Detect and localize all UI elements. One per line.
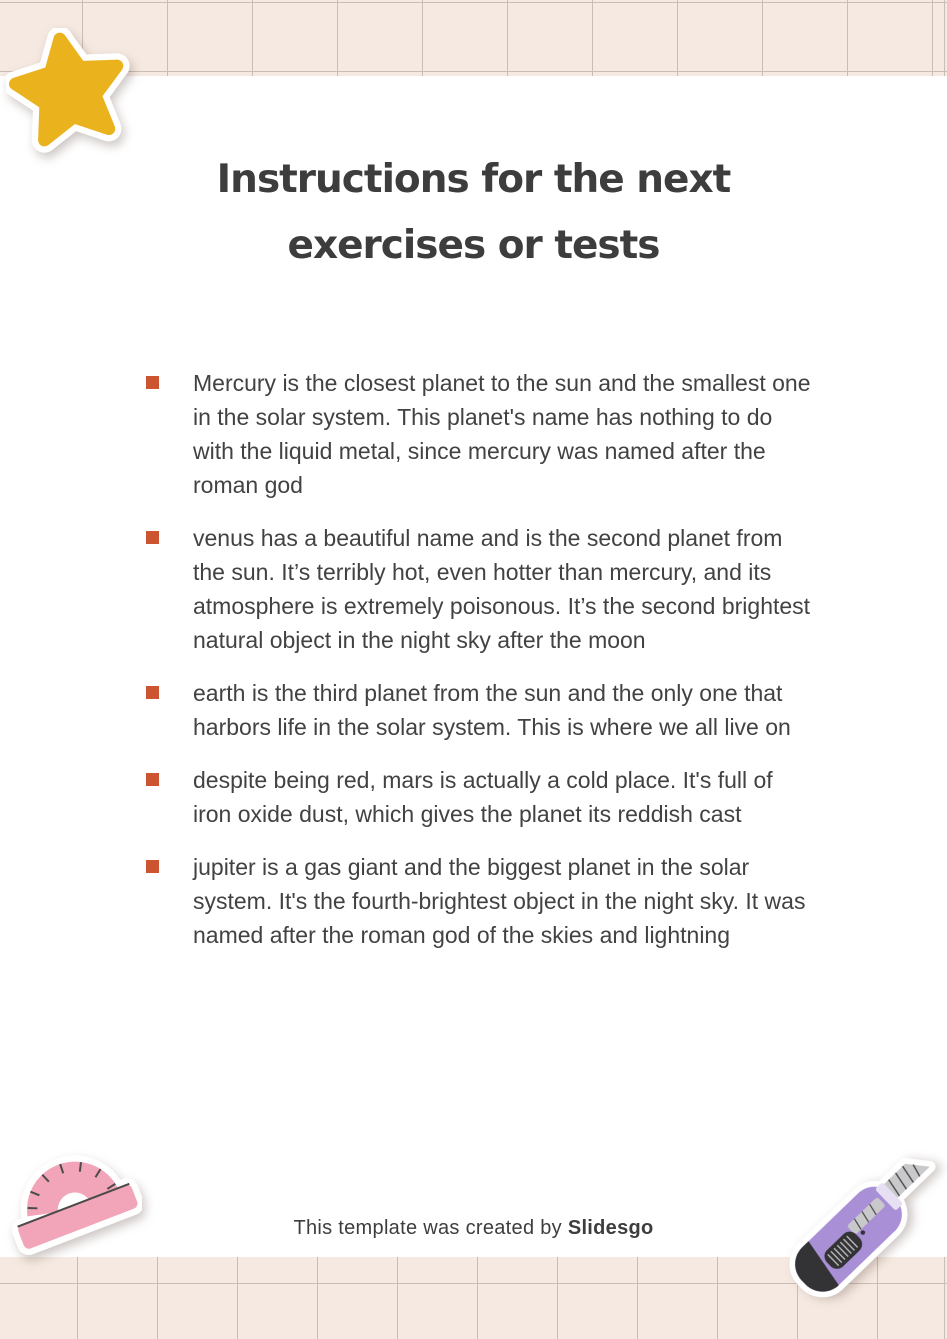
list-item (146, 366, 822, 502)
protractor-sticker-icon (6, 1140, 142, 1256)
list-item-text: jupiter is a gas giant and the biggest planet in the solar system. It's the fourth-brightest object in the night sky. It was named after the roman god of the skies and lightning (193, 854, 806, 948)
list-item (146, 850, 822, 952)
footer-brand: Slidesgo (567, 1217, 654, 1239)
planet-list (146, 366, 822, 971)
list-item (146, 521, 822, 657)
page-title (0, 147, 947, 279)
list-item-text: earth is the third planet from the sun and the only one that harbors life in the solar system. This is where we all live on (193, 680, 791, 740)
top-border-grid (0, 0, 947, 76)
list-item-text: Mercury is the closest planet to the sun and the smallest one in the solar system. This planet's name has nothing to do with the liquid metal, since mercury was named after the roman god (193, 370, 811, 498)
title-line-2: exercises or tests (287, 223, 660, 268)
bullet-square-icon (146, 376, 159, 389)
bullet-square-icon (146, 860, 159, 873)
bullet-square-icon (146, 531, 159, 544)
footer-text: This template was created by (293, 1217, 568, 1239)
list-item-text: despite being red, mars is actually a cold place. It's full of iron oxide dust, which gives the planet its reddish cast (193, 767, 773, 827)
list-item-text: venus has a beautiful name and is the second planet from the sun. It’s terribly hot, even hotter than mercury, and its atmosphere is extremely poisonous. It’s the second brightest natural object in the night sky after the moon (193, 525, 811, 653)
list-item (146, 676, 822, 744)
bullet-square-icon (146, 773, 159, 786)
bullet-square-icon (146, 686, 159, 699)
star-sticker-icon (6, 28, 132, 154)
list-item (146, 763, 822, 831)
title-line-1: Instructions for the next (216, 157, 731, 202)
